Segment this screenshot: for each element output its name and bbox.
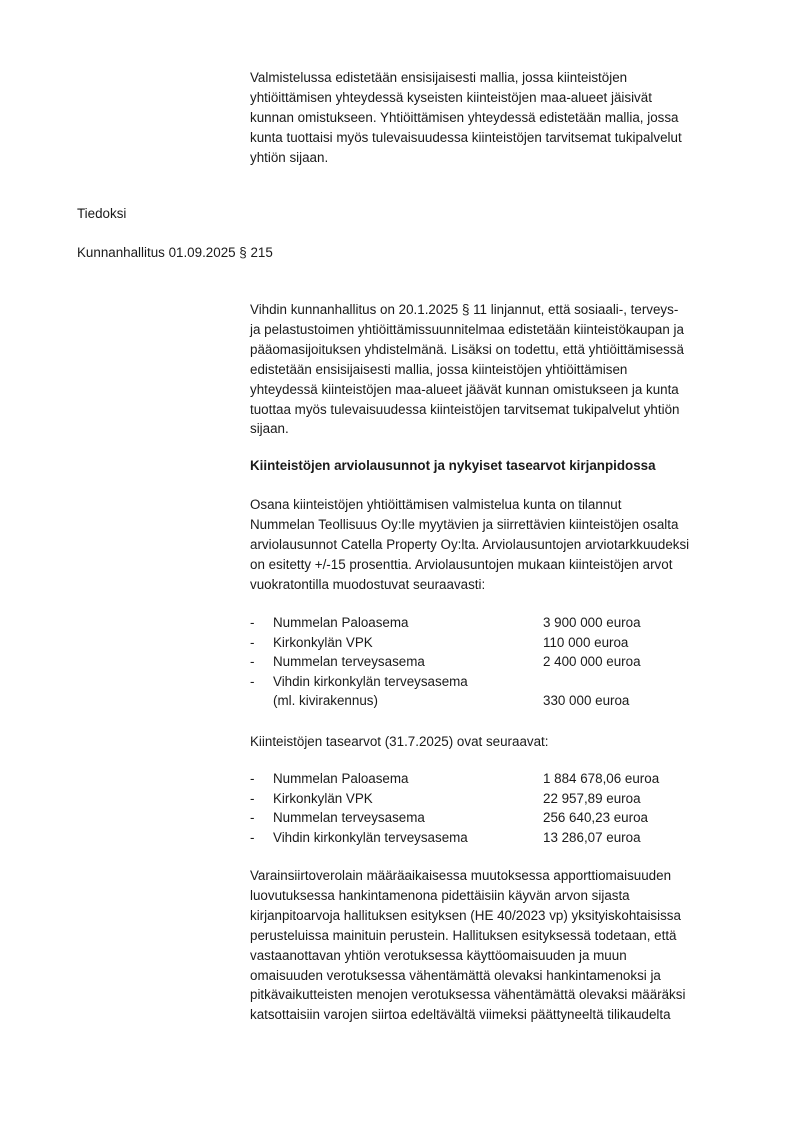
property-name: Nummelan terveysasema [273, 654, 425, 669]
list-item [250, 789, 750, 809]
text-line: luovutuksessa hankintamenona pidettäisiin käyvän arvon sijasta [250, 887, 630, 903]
paragraph-3 [250, 866, 750, 1025]
text-line: tuottaa myös tulevaisuudessa kiinteistöjen tarvitsemat tukipalvelut yhtiön [250, 401, 680, 417]
text-line: ja pelastustoimen yhtiöittämissuunnitelmaa edistetään kiinteistökaupan ja [250, 321, 684, 337]
text-line: kunnan omistukseen. Yhtiöittämisen yhteydessä edistetään mallia, jossa [250, 109, 679, 125]
list-dash: - [250, 654, 255, 669]
list-item [250, 808, 750, 828]
text-line: katsottaisiin varojen siirtoa edeltävältä viimeksi päättyneeltä tilikaudelta [250, 1007, 671, 1023]
list-item [250, 769, 750, 789]
meeting-heading: Kunnanhallitus 01.09.2025 § 215 [77, 245, 273, 260]
list-dash: - [250, 673, 255, 689]
list-item [250, 613, 750, 633]
list-dash: - [250, 810, 255, 825]
property-amount: 1 884 678,06 euroa [543, 771, 660, 786]
balance-intro: Kiinteistöjen tasearvot (31.7.2025) ovat seuraavat: [250, 734, 549, 749]
text-line: Varainsiirtoverolain määräaikaisessa muutoksessa apporttiomaisuuden [250, 868, 672, 883]
list-item [250, 652, 750, 672]
list-item [250, 828, 750, 848]
text-line: omaisuuden verotuksessa vähentämättä olevaksi hankintamenoksi ja [250, 967, 661, 983]
property-name: Nummelan terveysasema [273, 810, 425, 825]
property-amount: 2 400 000 euroa [543, 654, 641, 669]
text-line: vastaanottavan yhtiön verotuksessa käyttöomaisuuden ja muun [250, 947, 627, 963]
property-amount: 3 900 000 euroa [543, 615, 641, 630]
text-line: arviolausunnot Catella Property Oy:lta. Arviolausuntojen arviotarkkuudeksi [250, 536, 690, 552]
subheading-block [250, 456, 750, 476]
intro-paragraph [250, 68, 750, 168]
property-name: Vihdin kirkonkylän terveysasema [273, 829, 468, 845]
list-dash: - [250, 771, 255, 786]
text-line: vuokratontilla muodostuvat seuraavasti: [250, 576, 486, 592]
text-line: kirjanpitoarvoja hallituksen esityksen (HE 40/2023 vp) yksityiskohtaisissa [250, 907, 681, 923]
property-amount: 13 286,07 euroa [543, 829, 641, 845]
list-item [250, 691, 750, 711]
list-dash: - [250, 829, 255, 845]
text-line: kunta tuottaisi myös tulevaisuudessa kiinteistöjen tarvitsemat tukipalvelut [250, 129, 682, 145]
list-item [250, 672, 750, 692]
paragraph-1 [250, 300, 750, 439]
text-line: Osana kiinteistöjen yhtiöittämisen valmistelua kunta on tilannut [250, 497, 622, 512]
section-label: Tiedoksi [77, 206, 127, 221]
text-line: Vihdin kunnanhallitus on 20.1.2025 § 11 linjannut, että sosiaali-, terveys- [250, 302, 679, 317]
text-line: perusteluissa mainituin perustein. Hallituksen esityksessä todetaan, että [250, 927, 677, 943]
list-dash: - [250, 634, 255, 650]
section-subheading: Kiinteistöjen arviolausunnot ja nykyiset tasearvot kirjanpidossa [250, 458, 656, 473]
text-line: yhteydessä kiinteistöjen maa-alueet jäävät kunnan omistukseen ja kunta [250, 381, 679, 397]
text-line: yhtiöittämisen yhteydessä kyseisten kiinteistöjen maa-alueet jäisivät [250, 89, 652, 105]
text-line: Valmistelussa edistetään ensisijaisesti mallia, jossa kiinteistöjen [250, 70, 628, 85]
property-name: Kirkonkylän VPK [273, 790, 373, 806]
property-amount: 256 640,23 euroa [543, 810, 648, 825]
balance-intro-block [250, 732, 750, 752]
list-item [250, 633, 750, 653]
property-name: Kirkonkylän VPK [273, 634, 373, 650]
property-name: Nummelan Paloasema [273, 771, 409, 786]
list-dash: - [250, 615, 255, 630]
property-name: Nummelan Paloasema [273, 615, 409, 630]
property-amount: 330 000 euroa [543, 693, 630, 708]
text-line: sijaan. [250, 421, 289, 437]
property-name: Vihdin kirkonkylän terveysasema [273, 673, 468, 689]
text-line: pääomasijoituksen yhdistelmänä. Lisäksi on todettu, että yhtiöittämisessä [250, 341, 684, 357]
property-amount: 22 957,89 euroa [543, 790, 641, 806]
text-line: pitkävaikutteisten menojen verotuksessa vähentämättä olevaksi määräksi [250, 987, 686, 1003]
property-amount: 110 000 euroa [543, 634, 629, 650]
text-line: on esitetty +/-15 prosenttia. Arviolausuntojen mukaan kiinteistöjen arvot [250, 556, 673, 572]
paragraph-2 [250, 495, 750, 595]
text-line: Nummelan Teollisuus Oy:lle myytävien ja siirrettävien kiinteistöjen osalta [250, 516, 679, 532]
text-line: edistetään ensisijaisesti mallia, jossa kiinteistöjen yhtiöittämisen [250, 361, 628, 377]
text-line: yhtiön sijaan. [250, 149, 329, 165]
property-name: (ml. kivirakennus) [273, 693, 378, 708]
balance-list [250, 769, 750, 847]
list-dash: - [250, 790, 255, 806]
valuation-list [250, 613, 750, 711]
